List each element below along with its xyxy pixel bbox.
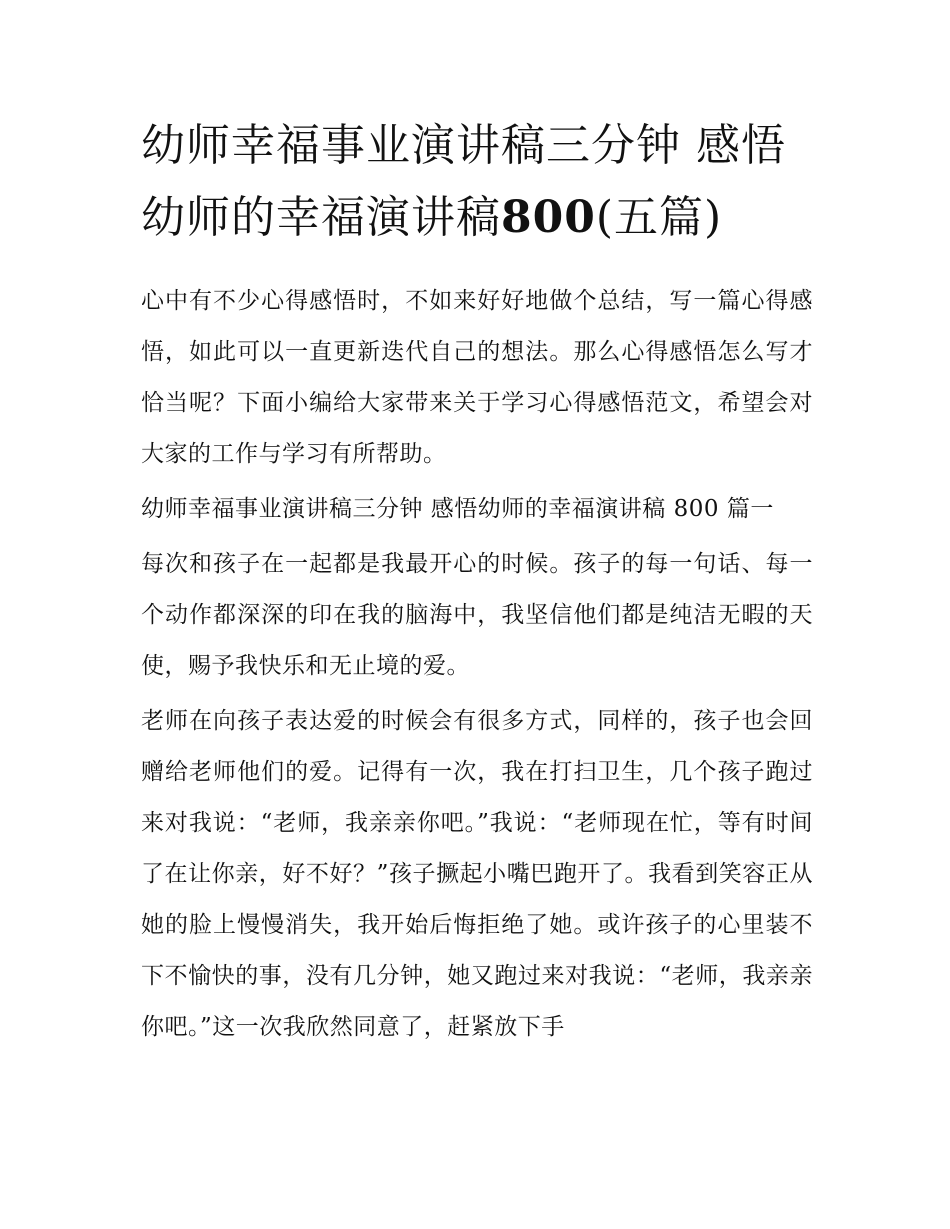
document-title [141, 110, 813, 254]
title-number: 800 [501, 192, 596, 243]
document-content [141, 110, 813, 1057]
intro-paragraph: 心中有不少心得感悟时，不如来好好地做个总结，写一篇心得感悟，如此可以一直更新迭代自己的想法。那么心得感悟怎么写才恰当呢？下面小编给大家带来关于学习心得感悟范文，希望会对大家的工作与学习有所帮助。 [141, 288, 813, 467]
body-paragraph: 老师在向孩子表达爱的时候会有很多方式，同样的，孩子也会回赠给老师他们的爱。记得有一次，我在打扫卫生，几个孩子跑过来对我说：“老师，我亲亲你吧。”我说：“老师现在忙，等有时间了在让你亲，好不好？”孩子撅起小嘴巴跑开了。我看到笑容正从她的脸上慢慢消失，我开始后悔拒绝了她。或许孩子的心里装不下不愉快的事，没有几分钟，她又跑过来对我说：“老师，我亲亲你吧。”这一次我欣然同意了，赶紧放下手 [141, 708, 813, 1040]
section-heading: 幼师幸福事业演讲稿三分钟 感悟幼师的幸福演讲稿 800 篇一 [141, 496, 774, 522]
title-text-part2: (五篇) [595, 192, 723, 243]
title-text-part1: 幼师幸福事业演讲稿三分钟 感悟幼师的幸福演讲稿 [141, 120, 786, 243]
body-paragraph: 每次和孩子在一起都是我最开心的时候。孩子的每一句话、每一个动作都深深的印在我的脑海中，我坚信他们都是纯洁无暇的天使，赐予我快乐和无止境的爱。 [141, 551, 813, 679]
